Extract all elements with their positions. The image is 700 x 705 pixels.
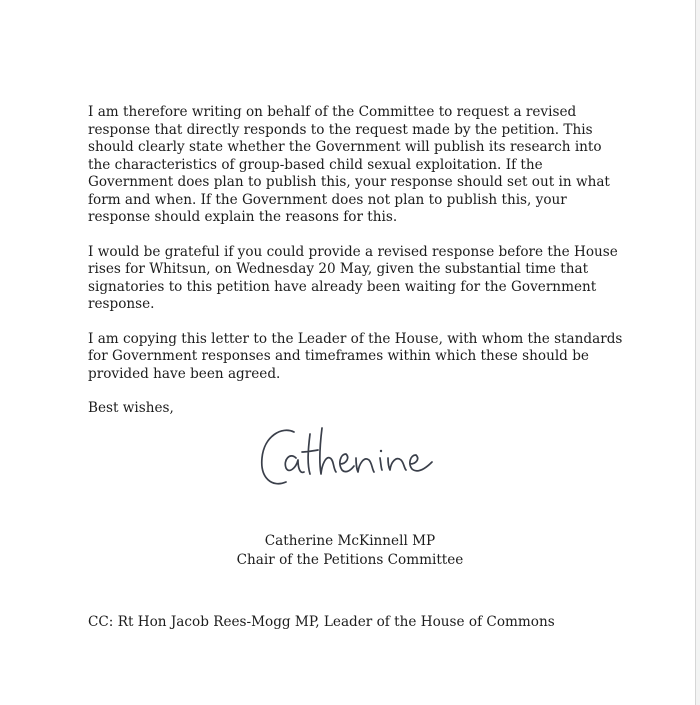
- closing-salutation: Best wishes,: [88, 400, 174, 416]
- letter-body: [88, 104, 628, 418]
- signatory-block: [200, 532, 500, 570]
- signatory-title: Chair of the Petitions Committee: [236, 552, 464, 568]
- cc-line: CC: Rt Hon Jacob Rees-Mogg MP, Leader of the House of Commons: [88, 614, 555, 630]
- signatory-name: Catherine McKinnell MP: [264, 533, 436, 549]
- handwritten-signature: [250, 412, 450, 502]
- paragraph-copy: I am copying this letter to the Leader of the House, with whom the standards for Government responses and timeframes within which these should be provided have been agreed.: [88, 330, 623, 382]
- paragraph-deadline: I would be grateful if you could provide a revised response before the House rises for Whitsun, on Wednesday 20 May, given the substantial time that signatories to this petition have already been waiting for the Government response.: [88, 243, 618, 312]
- paragraph-request: I am therefore writing on behalf of the Committee to request a revised response that directly responds to the request made by the petition. This should clearly state whether the Government will publish its research into the characteristics of group-based child sexual exploitation. If the Government does plan to publish this, your response should set out in what form and when. If the Government does not plan to publish this, your response should explain the reasons for this.: [88, 104, 610, 225]
